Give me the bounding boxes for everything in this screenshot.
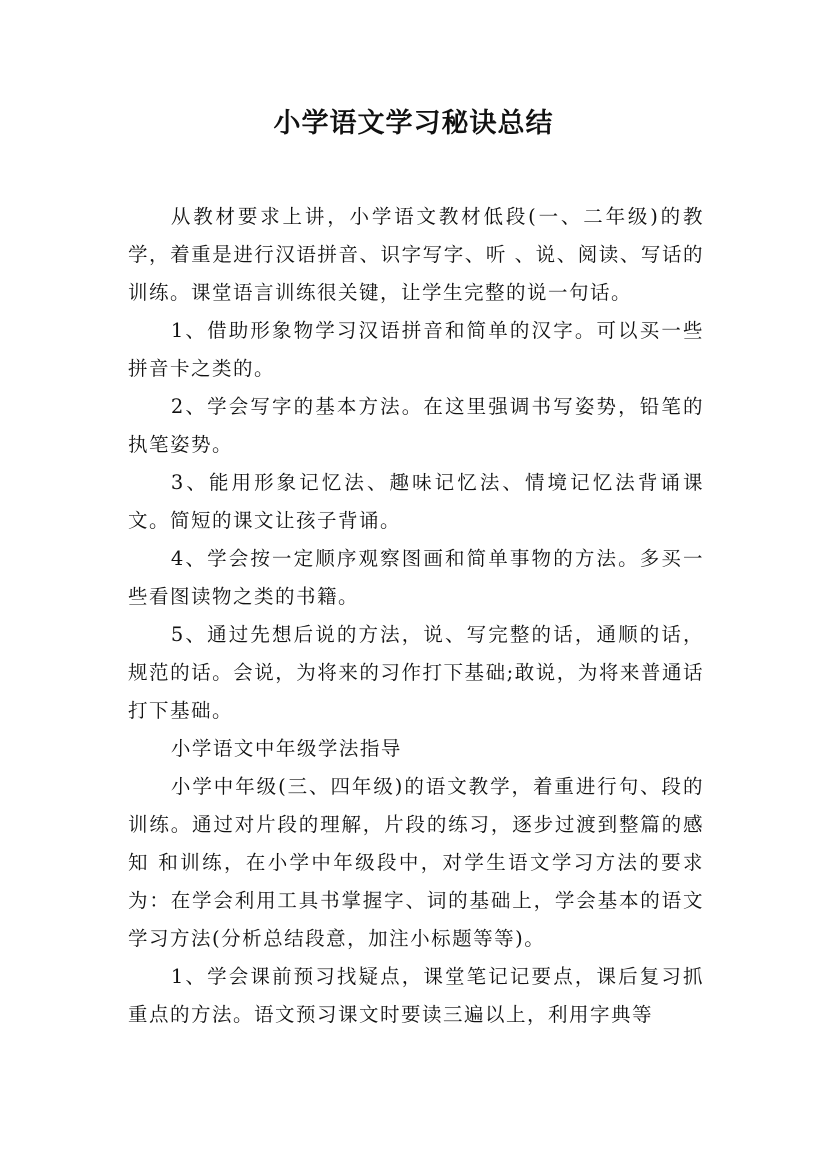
- paragraph-intro: 从教材要求上讲，小学语文教材低段(一、二年级)的教学，着重是进行汉语拼音、识字写字、听 、说、阅读、写话的训练。课堂语言训练很关键，让学生完整的说一句话。: [128, 205, 704, 304]
- paragraph-item-5: 5、通过先想后说的方法，说、写完整的话，通顺的话，规范的话。会说，为将来的习作打下基础;敢说，为将来普通话打下基础。: [128, 623, 704, 722]
- paragraph-item-4: 4、学会按一定顺序观察图画和简单事物的方法。多买一些看图读物之类的书籍。: [128, 547, 704, 608]
- paragraph-item-2: 2、学会写字的基本方法。在这里强调书写姿势，铅笔的执笔姿势。: [128, 395, 704, 456]
- section-heading: 小学语文中年级学法指导: [170, 737, 402, 760]
- paragraph-item-1: 1、借助形象物学习汉语拼音和简单的汉字。可以买一些拼音卡之类的。: [128, 319, 704, 380]
- paragraph-middle-grade: 小学中年级(三、四年级)的语文教学，着重进行句、段的训练。通过对片段的理解，片段的练习，逐步过渡到整篇的感知 和训练，在小学中年级段中，对学生语文学习方法的要求为：在学会利用工具书掌握字、词的基础上，学会基本的语文学习方法(分析总结段意，加注小标题等等)。: [128, 775, 704, 950]
- document-title: 小学语文学习秘诀总结: [273, 108, 554, 139]
- paragraph-item-6: 1、学会课前预习找疑点，课堂笔记记要点，课后复习抓重点的方法。语文预习课文时要读三遍以上，利用字典等: [128, 965, 704, 1026]
- document-body: [128, 198, 704, 1034]
- paragraph-item-3: 3、能用形象记忆法、趣味记忆法、情境记忆法背诵课文。简短的课文让孩子背诵。: [128, 471, 704, 532]
